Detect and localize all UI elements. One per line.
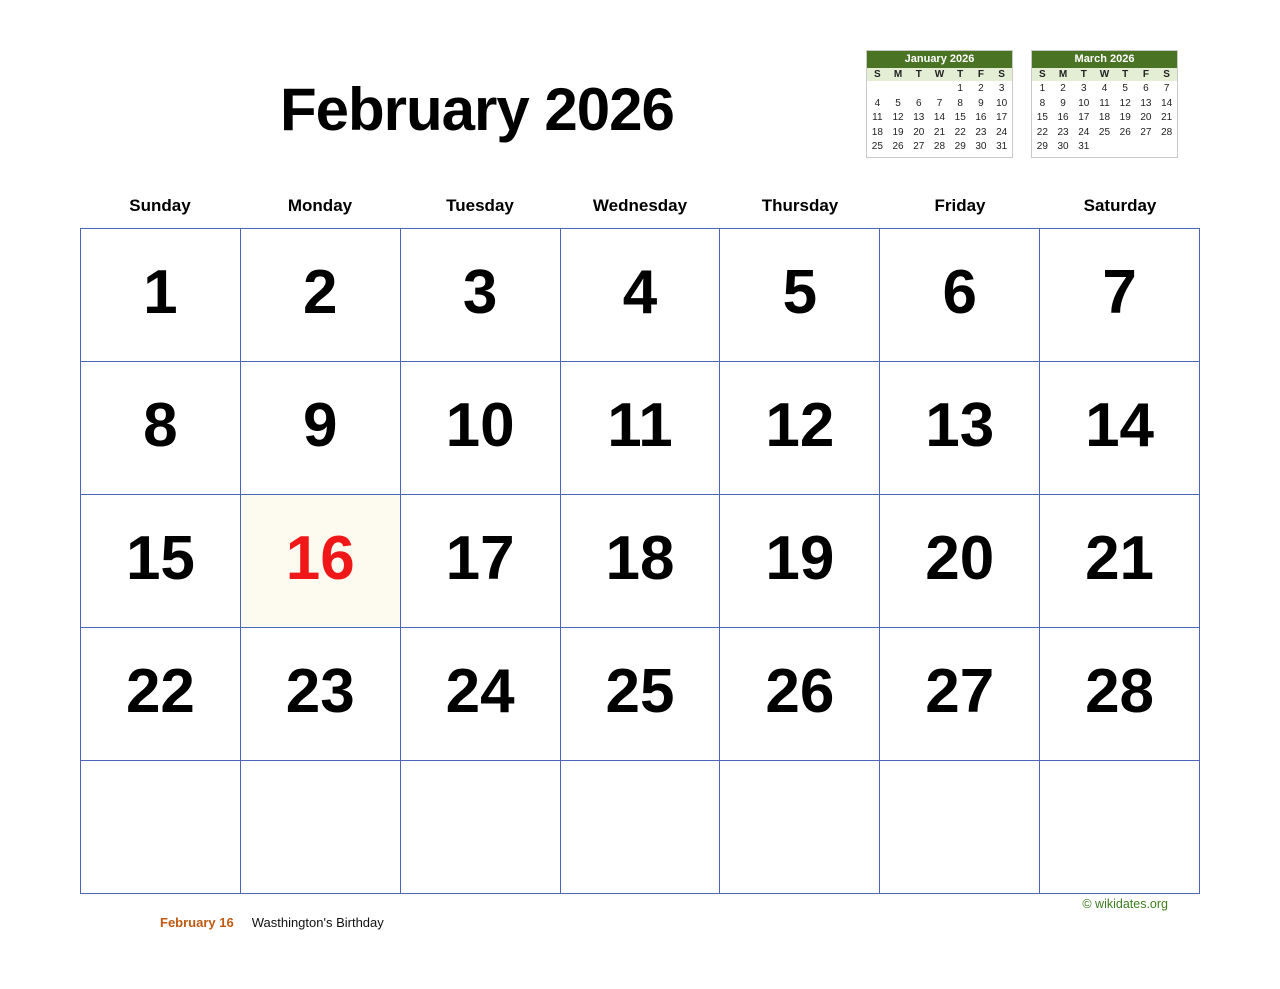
mini-day-cell[interactable]: 5 — [1122, 83, 1128, 95]
weekday-label-saturday: Saturday — [1083, 196, 1157, 215]
day-cell-empty — [880, 761, 1040, 894]
day-number: 19 — [765, 524, 835, 593]
day-number: 22 — [125, 657, 195, 726]
mini-dow-cell: T — [957, 69, 964, 81]
day-cell[interactable] — [880, 628, 1040, 761]
day-number: 11 — [607, 391, 673, 460]
mini-dow-cell: T — [1122, 69, 1129, 81]
mini-day-cell[interactable]: 27 — [913, 141, 925, 153]
mini-dow-cell: T — [915, 69, 922, 81]
mini-day-cell[interactable]: 9 — [1060, 97, 1066, 109]
mini-day-cell — [908, 82, 929, 97]
day-cell-empty — [1040, 761, 1200, 894]
weekday-label-wednesday: Wednesday — [592, 196, 688, 215]
mini-day-cell[interactable]: 26 — [1119, 126, 1131, 138]
mini-day-cell[interactable]: 14 — [1161, 97, 1173, 109]
mini-day-cell[interactable]: 2 — [978, 83, 984, 95]
mini-day-cell[interactable]: 27 — [1140, 126, 1152, 138]
mini-day-cell[interactable]: 7 — [936, 97, 943, 109]
mini-day-cell[interactable]: 19 — [892, 126, 904, 138]
mini-day-cell[interactable]: 7 — [1163, 83, 1170, 95]
mini-day-cell[interactable]: 18 — [871, 126, 883, 138]
mini-day-cell[interactable]: 16 — [975, 112, 987, 124]
day-number: 21 — [1085, 524, 1155, 593]
mini-calendar-previous-month[interactable] — [866, 50, 1013, 158]
day-cell[interactable] — [1040, 362, 1200, 495]
weekday-label-thursday: Thursday — [761, 196, 839, 215]
weekday-label-monday: Monday — [287, 196, 353, 215]
day-cell[interactable] — [1040, 229, 1200, 362]
mini-day-cell[interactable]: 20 — [1140, 112, 1152, 124]
mini-day-cell[interactable]: 28 — [933, 141, 946, 153]
mini-dow-cell: S — [998, 69, 1005, 81]
mini-day-cell[interactable]: 11 — [1099, 97, 1110, 109]
mini-dow-cell: M — [893, 69, 903, 81]
mini-day-cell[interactable]: 15 — [1036, 112, 1048, 124]
mini-day-cell — [867, 82, 888, 97]
day-cell-empty — [720, 761, 880, 894]
day-cell-empty — [401, 761, 561, 894]
mini-calendars — [866, 50, 1178, 158]
mini-day-cell[interactable]: 20 — [913, 126, 925, 138]
day-cell[interactable] — [1040, 628, 1200, 761]
day-cell[interactable] — [720, 628, 880, 761]
mini-day-cell[interactable]: 29 — [954, 141, 966, 153]
event-list — [160, 915, 384, 930]
mini-day-cell[interactable]: 23 — [1057, 126, 1069, 138]
day-cell[interactable] — [561, 495, 721, 628]
day-cell[interactable] — [81, 362, 241, 495]
mini-calendar-title: January 2026 — [867, 51, 1012, 68]
day-cell[interactable] — [81, 495, 241, 628]
day-number: 13 — [925, 391, 995, 460]
mini-calendar-title: March 2026 — [1032, 51, 1177, 68]
mini-day-cell[interactable]: 6 — [1143, 83, 1149, 95]
mini-day-cell[interactable]: 11 — [872, 112, 883, 124]
day-cell[interactable] — [241, 628, 401, 761]
mini-day-cell[interactable]: 25 — [1098, 126, 1111, 138]
mini-day-cell[interactable]: 1 — [957, 83, 963, 95]
day-number: 5 — [782, 258, 818, 327]
day-number: 8 — [143, 391, 178, 460]
mini-day-cell[interactable]: 8 — [1039, 97, 1046, 109]
day-number: 24 — [445, 657, 515, 726]
mini-dow-cell: W — [1099, 69, 1110, 81]
mini-calendar-weekday-row — [1032, 68, 1177, 81]
mini-dow-cell: S — [874, 69, 881, 81]
day-cell[interactable] — [561, 628, 721, 761]
mini-day-cell[interactable]: 31 — [1078, 141, 1090, 153]
mini-day-cell[interactable]: 2 — [1060, 83, 1066, 95]
day-number: 12 — [765, 391, 835, 460]
day-number: 26 — [765, 657, 835, 726]
day-number: 27 — [925, 657, 995, 726]
day-cell-empty — [241, 761, 401, 894]
day-number: 1 — [143, 258, 178, 327]
day-number: 2 — [303, 258, 338, 327]
day-cell[interactable] — [241, 229, 401, 362]
mini-dow-cell: M — [1058, 69, 1068, 81]
mini-day-cell[interactable]: 31 — [996, 141, 1008, 153]
site-credit: © wikidates.org — [1082, 897, 1168, 911]
mini-day-cell[interactable]: 21 — [933, 126, 946, 138]
mini-day-cell[interactable]: 22 — [1036, 126, 1048, 138]
mini-day-cell[interactable]: 1 — [1039, 83, 1046, 95]
mini-day-cell[interactable]: 5 — [895, 97, 901, 109]
event-date: February 16 — [160, 915, 234, 930]
mini-day-cell[interactable]: 25 — [871, 141, 883, 153]
event-name: Wasthington's Birthday — [251, 915, 384, 930]
day-cell[interactable] — [81, 229, 241, 362]
day-number: 7 — [1102, 258, 1137, 327]
weekday-label-friday: Friday — [934, 196, 986, 215]
day-cell[interactable] — [720, 495, 880, 628]
mini-day-cell[interactable]: 6 — [916, 97, 922, 109]
day-cell[interactable] — [720, 229, 880, 362]
mini-day-cell[interactable]: 4 — [874, 97, 881, 109]
mini-dow-cell: S — [1039, 69, 1046, 81]
mini-day-cell[interactable]: 16 — [1057, 112, 1069, 124]
day-cell[interactable] — [880, 495, 1040, 628]
day-cell[interactable] — [241, 495, 401, 628]
day-cell-empty — [561, 761, 721, 894]
day-number: 28 — [1085, 657, 1155, 726]
weekday-label-tuesday: Tuesday — [446, 196, 514, 215]
day-number: 6 — [942, 258, 977, 327]
mini-day-cell[interactable]: 10 — [996, 97, 1008, 109]
day-number: 14 — [1085, 391, 1155, 460]
day-cell[interactable] — [561, 362, 721, 495]
day-cell[interactable] — [401, 362, 561, 495]
mini-day-cell[interactable]: 8 — [957, 97, 963, 109]
mini-day-cell[interactable]: 23 — [975, 126, 987, 138]
mini-day-cell[interactable]: 13 — [1140, 97, 1152, 109]
mini-day-cell[interactable]: 4 — [1101, 83, 1108, 95]
mini-day-cell[interactable]: 15 — [954, 112, 966, 124]
mini-day-cell[interactable]: 12 — [892, 112, 904, 124]
mini-day-cell — [1156, 140, 1177, 155]
day-cell[interactable] — [241, 362, 401, 495]
weekday-label-sunday: Sunday — [129, 196, 191, 215]
mini-day-cell[interactable]: 19 — [1119, 112, 1131, 124]
weekday-header-row — [80, 196, 1200, 216]
day-cell[interactable] — [880, 229, 1040, 362]
day-cell[interactable] — [880, 362, 1040, 495]
day-cell[interactable] — [81, 628, 241, 761]
mini-day-cell[interactable]: 22 — [954, 126, 966, 138]
day-number: 20 — [925, 524, 995, 593]
mini-day-cell[interactable]: 30 — [975, 141, 987, 153]
mini-day-cell[interactable]: 24 — [996, 126, 1008, 138]
mini-day-cell[interactable]: 17 — [996, 112, 1008, 124]
mini-day-cell[interactable]: 24 — [1078, 126, 1090, 138]
mini-dow-cell: F — [977, 69, 984, 81]
day-cell-empty — [81, 761, 241, 894]
day-number: 9 — [303, 391, 338, 460]
day-number: 17 — [445, 524, 515, 593]
day-cell[interactable] — [561, 229, 721, 362]
mini-day-cell — [929, 82, 950, 97]
day-cell[interactable] — [1040, 495, 1200, 628]
mini-day-cell[interactable]: 14 — [933, 112, 946, 124]
day-cell[interactable] — [720, 362, 880, 495]
day-number: 10 — [445, 391, 515, 460]
mini-dow-cell: F — [1142, 69, 1149, 81]
mini-day-cell — [1094, 140, 1115, 155]
mini-day-cell[interactable]: 13 — [913, 112, 925, 124]
day-number: 25 — [605, 657, 675, 726]
mini-dow-cell: S — [1163, 69, 1170, 81]
mini-calendar-days — [867, 81, 1012, 157]
day-cell[interactable] — [401, 628, 561, 761]
mini-calendar-next-month[interactable] — [1031, 50, 1178, 158]
day-cell[interactable] — [401, 229, 561, 362]
calendar-header — [0, 0, 1280, 170]
page-title: February 2026 — [280, 76, 674, 143]
calendar-grid — [80, 228, 1200, 894]
mini-day-cell[interactable]: 21 — [1161, 112, 1173, 124]
mini-day-cell — [1115, 140, 1136, 155]
mini-day-cell[interactable]: 3 — [1081, 83, 1087, 95]
day-number: 16 — [285, 524, 355, 593]
mini-day-cell[interactable]: 18 — [1098, 112, 1111, 124]
mini-dow-cell: T — [1080, 69, 1087, 81]
mini-calendar-days — [1032, 81, 1177, 157]
mini-day-cell[interactable]: 28 — [1161, 126, 1173, 138]
mini-day-cell[interactable]: 12 — [1119, 97, 1131, 109]
day-number: 23 — [285, 657, 355, 726]
day-number: 3 — [462, 258, 498, 327]
day-cell[interactable] — [401, 495, 561, 628]
mini-day-cell[interactable]: 29 — [1036, 141, 1048, 153]
mini-day-cell[interactable]: 17 — [1078, 112, 1090, 124]
mini-day-cell — [888, 82, 909, 97]
mini-day-cell[interactable]: 26 — [892, 141, 904, 153]
day-number: 4 — [622, 258, 658, 327]
day-number: 18 — [605, 524, 675, 593]
mini-calendar-weekday-row — [867, 68, 1012, 81]
mini-day-cell[interactable]: 10 — [1078, 97, 1090, 109]
mini-day-cell — [1136, 140, 1157, 155]
mini-dow-cell: W — [934, 69, 945, 81]
mini-day-cell[interactable]: 9 — [978, 97, 984, 109]
mini-day-cell[interactable]: 30 — [1057, 141, 1069, 153]
day-number: 15 — [125, 524, 195, 593]
mini-day-cell[interactable]: 3 — [998, 83, 1005, 95]
